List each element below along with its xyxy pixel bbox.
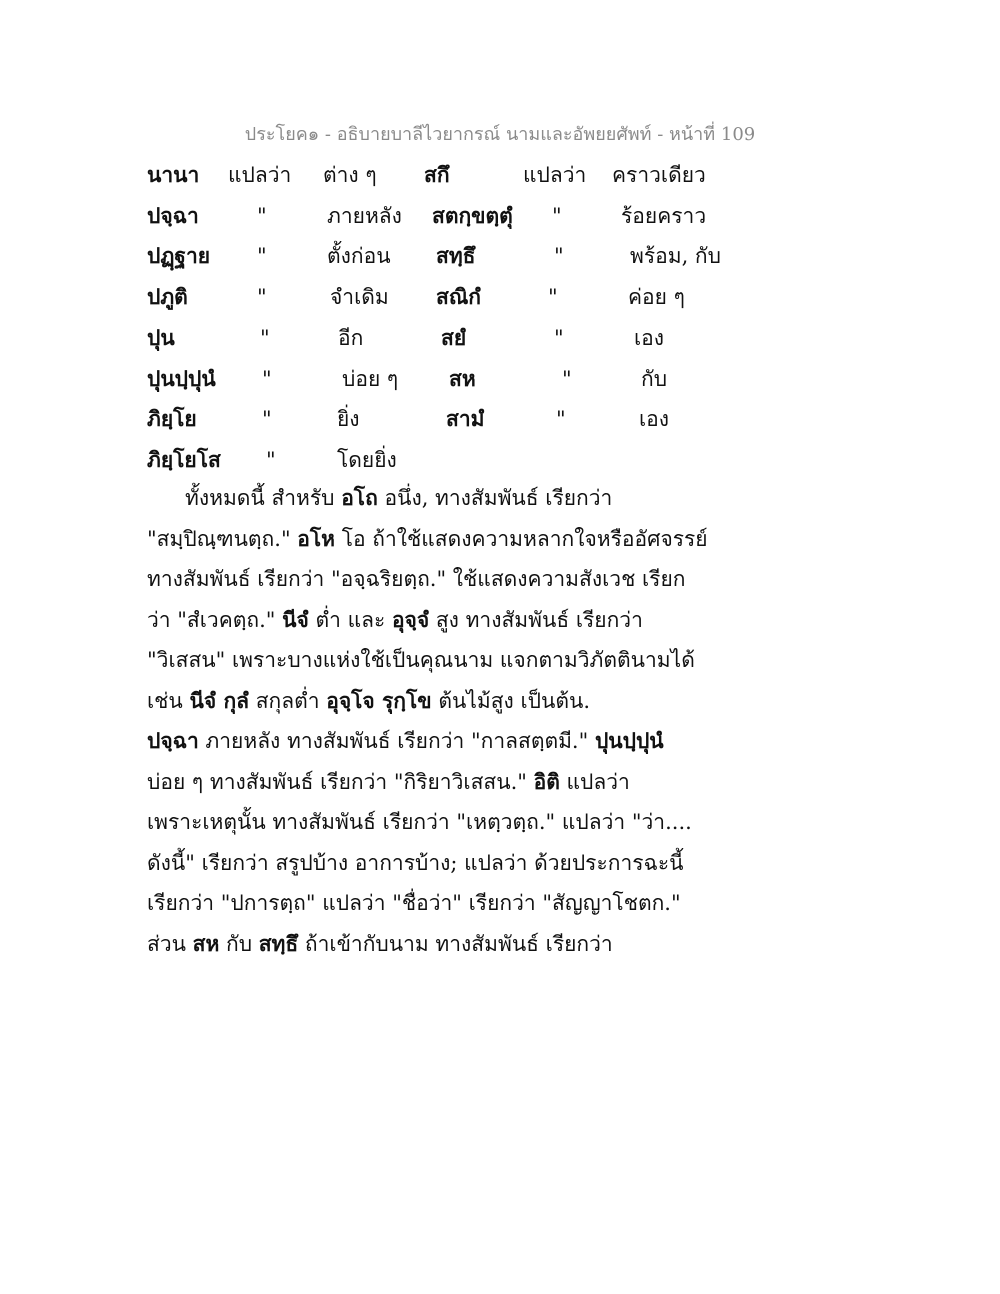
- ditto-mark: ": [262, 366, 272, 391]
- text-run: ทางสัมพันธ์ เรียกว่า "อจฺฉริยตฺถ." ใช้แสดงความสังเวช เรียก: [147, 567, 686, 591]
- text-run: โอ ถ้าใช้แสดงความหลากใจหรืออัศจรรย์: [335, 526, 708, 551]
- paragraph-line: [147, 478, 927, 519]
- text-run: ส่วน: [147, 931, 193, 956]
- paragraph-line: [147, 762, 927, 803]
- gloss-marker: แปลว่า: [228, 163, 292, 187]
- text-run: สูง ทางสัมพันธ์ เรียกว่า: [429, 607, 643, 632]
- text-run: ภายหลัง ทางสัมพันธ์ เรียกว่า "กาลสตฺตมี.": [198, 729, 595, 753]
- pali-term: สทฺธึ: [258, 930, 299, 956]
- text-run: เช่น: [147, 688, 190, 713]
- thai-meaning: อีก: [338, 325, 364, 350]
- pali-term: อุจฺจํ: [391, 606, 430, 632]
- pali-term: ปจฺฉา: [147, 728, 199, 753]
- pali-term: สกึ: [424, 162, 450, 187]
- pali-term: ปจฺฉา: [147, 202, 199, 228]
- pali-term: ปุนปฺปุนํ: [594, 728, 664, 753]
- text-run: กับ: [219, 931, 259, 956]
- text-run: ถ้าเข้ากับนาม ทางสัมพันธ์ เรียกว่า: [298, 931, 613, 956]
- pali-term: อโถ: [341, 485, 378, 510]
- thai-meaning: ต่าง ๆ: [323, 163, 377, 187]
- paragraph-line: [147, 640, 927, 681]
- text-run: อนึ่ง, ทางสัมพันธ์ เรียกว่า: [377, 486, 613, 510]
- pali-term: ภิยฺโยโส: [147, 446, 221, 472]
- ditto-mark: ": [266, 447, 276, 472]
- vocab-row: [0, 155, 1000, 196]
- gloss-marker: แปลว่า: [523, 163, 587, 187]
- thai-meaning: เอง: [634, 325, 665, 350]
- ditto-mark: ": [257, 285, 267, 310]
- paragraph-line: [147, 559, 927, 600]
- text-run: เพราะเหตุนั้น ทางสัมพันธ์ เรียกว่า "เหตฺวตฺถ." แปลว่า "ว่า....: [147, 810, 692, 834]
- text-run: สกุลต่ำ: [249, 688, 327, 713]
- ditto-mark: ": [556, 407, 566, 432]
- ditto-mark: ": [262, 407, 272, 432]
- text-run: เรียกว่า "ปการตฺถ" แปลว่า "ชื่อว่า" เรียกว่า "สัญญาโชตก.": [147, 891, 681, 915]
- thai-meaning: บ่อย ๆ: [342, 366, 399, 391]
- pali-term: ภิยฺโย: [147, 406, 197, 432]
- vocab-row: [0, 399, 1000, 440]
- paragraph-line: [147, 519, 927, 560]
- pali-term: ปภูติ: [147, 284, 188, 310]
- text-run: ว่า "สํเวคตฺถ.": [147, 607, 283, 632]
- vocabulary-table: [0, 155, 1000, 481]
- ditto-mark: ": [554, 325, 564, 350]
- paragraph-line: [147, 600, 927, 641]
- vocab-row: [0, 359, 1000, 400]
- text-run: แปลว่า: [559, 769, 630, 794]
- ditto-mark: ": [260, 325, 270, 350]
- paragraph-line: [147, 681, 927, 722]
- thai-meaning: ร้อยคราว: [621, 203, 707, 228]
- pali-term: สยํ: [441, 324, 467, 350]
- text-run: ดังนี้" เรียกว่า สรูปบ้าง อาการบ้าง; แปลว่า ด้วยประการฉะนี้: [147, 850, 684, 875]
- pali-term: ปุน: [147, 324, 175, 350]
- page-header: ประโยค๑ - อธิบายบาลีไวยากรณ์ นามและอัพยยศัพท์ - หน้าที่ 109: [244, 124, 756, 145]
- paragraph-line: [147, 843, 927, 884]
- thai-meaning: ยิ่ง: [337, 407, 360, 432]
- thai-meaning: จำเดิม: [330, 285, 389, 310]
- paragraph-line: [147, 802, 927, 843]
- pali-term: สห: [192, 930, 220, 956]
- text-run: "วิเสสน" เพราะบางแห่งใช้เป็นคุณนาม แจกตามวิภัตตินามได้: [147, 648, 695, 672]
- pali-term: สามํ: [446, 406, 485, 432]
- vocab-row: [0, 318, 1000, 359]
- pali-term: นานา: [147, 162, 200, 187]
- paragraph-line: [147, 883, 927, 924]
- paragraph-line: [147, 721, 927, 762]
- pali-term: อิติ: [533, 768, 560, 794]
- thai-meaning: ภายหลัง: [327, 203, 402, 228]
- ditto-mark: ": [552, 203, 562, 228]
- pali-term: สตกฺขตฺตุํ: [432, 202, 513, 228]
- ditto-mark: ": [562, 366, 572, 391]
- pali-term: นีจํ: [282, 606, 309, 632]
- pali-term: ปุนปฺปุนํ: [147, 365, 216, 391]
- ditto-mark: ": [548, 285, 558, 310]
- text-run: ต้นไม้สูง เป็นต้น.: [431, 688, 591, 713]
- pali-term: ปฏฺฐาย: [147, 243, 211, 269]
- pali-term: นีจํ กุลํ: [189, 687, 250, 713]
- ditto-mark: ": [257, 203, 267, 228]
- thai-meaning: เอง: [639, 407, 670, 432]
- text-run: ทั้งหมดนี้ สำหรับ: [185, 486, 342, 510]
- vocab-row: [0, 196, 1000, 237]
- vocab-row: [0, 236, 1000, 277]
- thai-meaning: ค่อย ๆ: [628, 285, 685, 310]
- pali-term: สทฺธึ: [436, 243, 476, 269]
- text-run: บ่อย ๆ ทางสัมพันธ์ เรียกว่า "กิริยาวิเสสน.": [147, 769, 534, 794]
- thai-meaning: โดยยิ่ง: [337, 447, 397, 472]
- explanation-paragraph: [147, 478, 927, 964]
- thai-meaning: พร้อม, กับ: [630, 244, 721, 269]
- pali-term: อุจฺโจ รุกฺโข: [326, 687, 432, 713]
- vocab-row: [0, 277, 1000, 318]
- pali-term: สณิกํ: [436, 284, 482, 310]
- pali-term: สห: [449, 365, 476, 391]
- thai-meaning: คราวเดียว: [612, 163, 706, 187]
- text-run: "สมฺปิณฺฑนตฺถ.": [147, 526, 298, 551]
- text-run: ต่ำ และ: [308, 607, 392, 632]
- ditto-mark: ": [257, 244, 267, 269]
- thai-meaning: ตั้งก่อน: [327, 244, 391, 269]
- pali-term: อโห: [297, 525, 336, 551]
- thai-meaning: กับ: [641, 366, 668, 391]
- vocab-row: [0, 440, 1000, 481]
- paragraph-line: [147, 924, 927, 965]
- ditto-mark: ": [554, 244, 564, 269]
